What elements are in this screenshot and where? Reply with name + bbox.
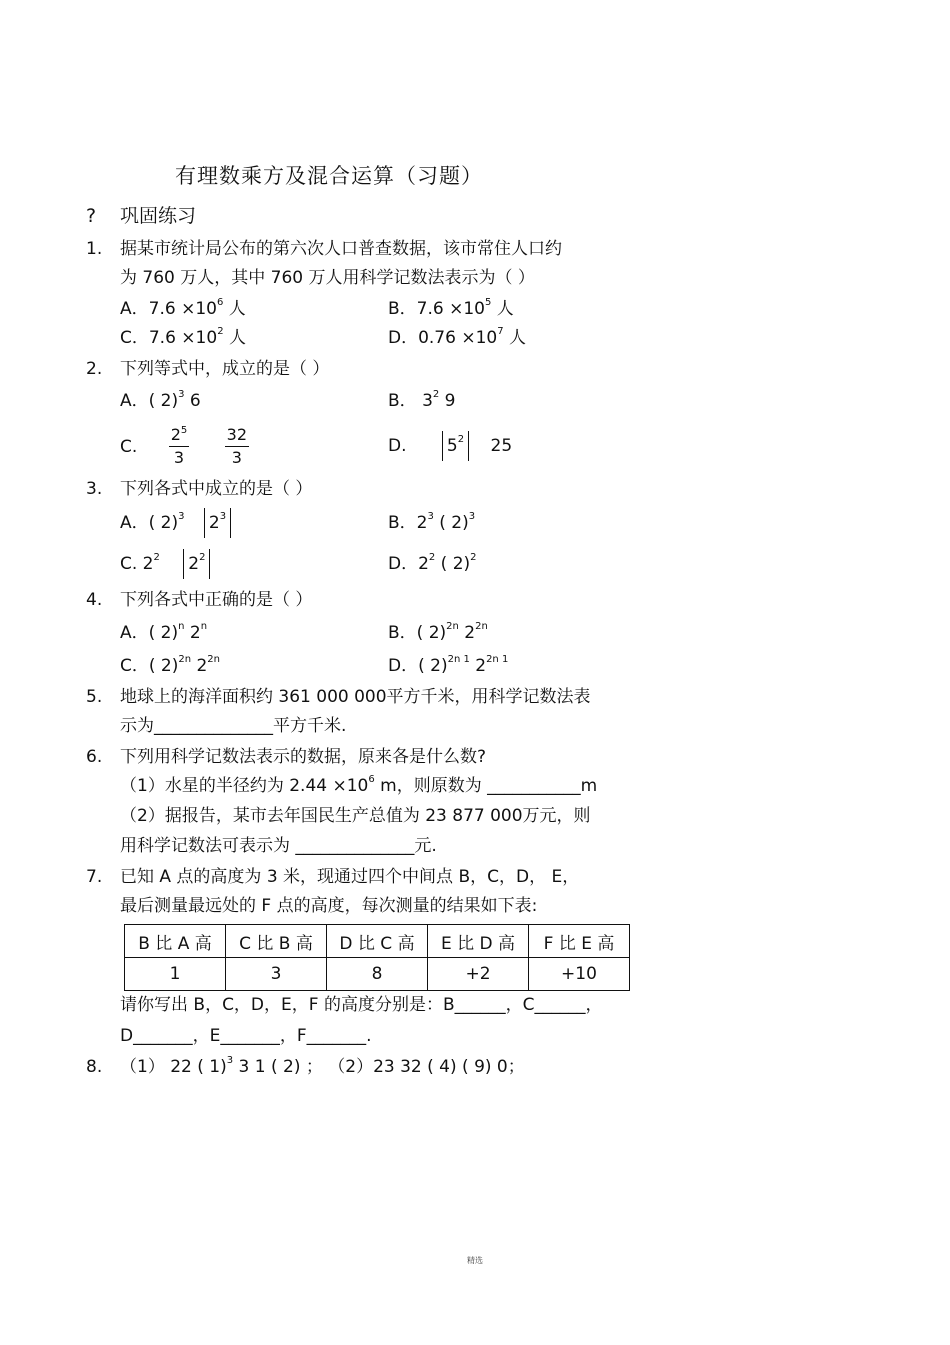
abs-inner-base: 5 <box>446 436 458 456</box>
fraction-left-numerator <box>169 424 190 447</box>
question-4-option-c <box>120 654 220 676</box>
table-cell: 3 <box>226 958 327 991</box>
numerator-base: 2 <box>170 425 181 444</box>
fraction-left-denominator: 3 <box>173 448 185 467</box>
question-1-number: 1. <box>86 239 103 259</box>
abs-bar-left <box>204 508 205 538</box>
question-3-stem: 下列各式中成立的是（ ） <box>120 479 313 499</box>
option-d-label: D. <box>388 436 407 456</box>
option-b-rhs-base: 2 <box>458 623 476 643</box>
option-d-exponent: 7 <box>497 326 504 337</box>
option-c-rhs-exponent: 2n <box>207 654 220 665</box>
question-5-line-1: 地球上的海洋面积约 361 000 000平方千米，用科学记数法表 <box>120 687 591 707</box>
question-8-expression <box>120 1055 525 1077</box>
question-3-option-b <box>388 511 476 533</box>
option-c-exponent: 2n <box>178 654 192 665</box>
question-8-number: 8. <box>86 1057 103 1077</box>
option-b-exponent: 2n <box>446 621 459 632</box>
option-d-exponent: 2 <box>428 552 436 563</box>
table-cell: +2 <box>428 958 529 991</box>
option-a-base: A．( 2) <box>120 391 179 411</box>
question-1-option-d <box>388 326 527 348</box>
table-header-row <box>125 925 630 958</box>
option-b-rhs-exponent: 2n <box>475 621 488 632</box>
question-4-option-b <box>388 621 488 643</box>
abs-inner-base: 2 <box>188 554 200 574</box>
question-7-number: 7. <box>86 867 103 887</box>
option-c-base: C．7.6 ×10 <box>120 328 218 348</box>
question-6-number: 6. <box>86 747 103 767</box>
question-1-option-a <box>120 297 246 319</box>
option-b-base: B． 3 <box>388 391 433 411</box>
option-d-unit: 人 <box>503 328 527 348</box>
question-6-line-3: （2）据报告，某市去年国民生产总值为 23 877 000万元，则 <box>120 806 591 826</box>
question-4-option-d <box>388 654 509 676</box>
option-b-base: B．7.6 ×10 <box>388 299 485 319</box>
abs-inner-exponent: 2 <box>457 434 465 445</box>
option-a-rhs-exponent: n <box>200 621 208 632</box>
option-d-rhs: 25 <box>490 436 513 456</box>
fraction-right-numerator: 32 <box>225 424 249 447</box>
option-b-exponent: 3 <box>427 511 434 522</box>
option-b-rhs: 9 <box>439 391 456 411</box>
option-a-exponent: n <box>178 621 185 632</box>
option-a-rhs: 6 <box>184 391 201 411</box>
question-2-option-c <box>120 424 249 469</box>
table-header-cell: C 比 B 高 <box>226 925 327 958</box>
page-footer: 精选 <box>467 1256 483 1265</box>
table-cell: 8 <box>327 958 428 991</box>
question-2-number: 2. <box>86 359 103 379</box>
option-b-unit: 人 <box>491 299 514 319</box>
question-4-stem: 下列各式中正确的是（ ） <box>120 590 313 610</box>
option-c-unit: 人 <box>223 328 246 348</box>
question-1-line-2: 为 760 万人，其中 760 万人用科学记数法表示为（ ） <box>120 268 535 288</box>
page-title: 有理数乘方及混合运算（习题） <box>175 164 483 188</box>
question-7-line-4: D_______，E_______，F_______. <box>120 1026 372 1046</box>
table-row <box>125 958 630 991</box>
question-1-line-1: 据某市统计局公布的第六次人口普查数据，该市常住人口约 <box>120 239 562 259</box>
abs-bar-right <box>468 431 469 461</box>
option-a-base: A．( 2) <box>120 513 179 533</box>
expression-pre: （1） 22 ( 1) <box>120 1057 227 1077</box>
numerator-exponent: 5 <box>180 425 188 436</box>
question-3-option-c <box>120 549 214 579</box>
option-c-base: C．( 2) <box>120 656 179 676</box>
height-difference-table <box>124 924 630 991</box>
line-2-exponent: 6 <box>368 774 375 785</box>
question-7-line-1: 已知 A 点的高度为 3 米，现通过四个中间点 B，C，D， E， <box>120 867 580 887</box>
question-6-line-1: 下列用科学记数法表示的数据，原来各是什么数? <box>120 747 487 767</box>
question-7-line-3: 请你写出 B，C，D，E，F 的高度分别是：B______，C______， <box>120 995 603 1015</box>
option-b-rhs-exponent: 3 <box>468 511 476 522</box>
question-3-number: 3. <box>86 479 103 499</box>
option-c-label: C. <box>120 436 138 457</box>
option-b-rhs-base: ( 2) <box>433 513 469 533</box>
fraction-right-denominator: 3 <box>231 448 242 467</box>
option-c-base: C. 2 <box>120 554 154 574</box>
option-b-base: B．( 2) <box>388 623 447 643</box>
table-header-cell: F 比 E 高 <box>529 925 630 958</box>
fraction-left <box>169 424 190 469</box>
question-2-stem: 下列等式中，成立的是（ ） <box>120 359 330 379</box>
abs-bar-right <box>209 549 210 579</box>
option-d-rhs-base: 2 <box>469 656 487 676</box>
abs-bar-left <box>442 431 443 461</box>
option-c-exponent: 2 <box>153 552 160 563</box>
question-6-line-4: 用科学记数法可表示为 ______________元. <box>120 836 437 856</box>
question-7-line-2: 最后测量最远处的 F 点的高度，每次测量的结果如下表: <box>120 896 538 916</box>
question-3-option-d <box>388 552 477 574</box>
option-d-base: D．0.76 ×10 <box>388 328 498 348</box>
option-d-rhs-exponent: 2 <box>470 552 477 563</box>
table-cell: +10 <box>529 958 630 991</box>
expression-post: 3 1 ( 2) ； （2）23 32 ( 4) ( 9) 0； <box>233 1057 525 1077</box>
option-b-base: B．2 <box>388 513 428 533</box>
table-header-cell: B 比 A 高 <box>125 925 226 958</box>
option-c-exponent: 2 <box>217 326 224 337</box>
question-1-option-b <box>388 297 514 319</box>
question-5-line-2: 示为______________平方千米. <box>120 716 347 736</box>
option-a-exponent: 3 <box>178 389 185 400</box>
question-6-line-2 <box>120 774 598 796</box>
table-header-cell: D 比 C 高 <box>327 925 428 958</box>
line-2-post: m，则原数为 ___________m <box>374 776 598 796</box>
option-d-base: D．( 2) <box>388 656 448 676</box>
option-b-exponent: 5 <box>484 297 492 308</box>
option-a-unit: 人 <box>223 299 246 319</box>
option-b-exponent: 2 <box>432 389 440 400</box>
question-4-number: 4. <box>86 590 103 610</box>
section-marker: ? <box>86 205 97 227</box>
option-d-exponent: 2n 1 <box>447 654 470 665</box>
section-heading: 巩固练习 <box>120 205 197 227</box>
option-a-exponent: 6 <box>216 297 224 308</box>
option-c-rhs-base: 2 <box>191 656 208 676</box>
abs-bar-right <box>230 508 231 538</box>
expression-exponent: 3 <box>226 1055 234 1066</box>
fraction-right <box>225 424 249 469</box>
question-2-option-b <box>388 389 456 411</box>
question-2-option-a <box>120 389 201 411</box>
option-d-base: D．2 <box>388 554 429 574</box>
abs-bar-left <box>183 549 184 579</box>
question-1-option-c <box>120 326 246 348</box>
option-d-rhs-exponent: 2n 1 <box>486 654 509 665</box>
option-d-rhs-base: ( 2) <box>435 554 471 574</box>
abs-inner-base: 2 <box>208 513 220 533</box>
line-2-pre: （1）水星的半径约为 2.44 ×10 <box>120 776 369 796</box>
question-4-option-a <box>120 621 208 643</box>
question-5-number: 5. <box>86 687 103 707</box>
abs-inner-exponent: 3 <box>219 511 227 522</box>
option-a-exponent: 3 <box>178 511 185 522</box>
table-header-cell: E 比 D 高 <box>428 925 529 958</box>
question-2-option-d <box>388 431 512 461</box>
table-cell: 1 <box>125 958 226 991</box>
question-3-option-a <box>120 508 235 538</box>
option-a-base: A．7.6 ×10 <box>120 299 217 319</box>
option-a-rhs-base: 2 <box>184 623 201 643</box>
option-a-base: A．( 2) <box>120 623 179 643</box>
abs-inner-exponent: 2 <box>199 552 206 563</box>
